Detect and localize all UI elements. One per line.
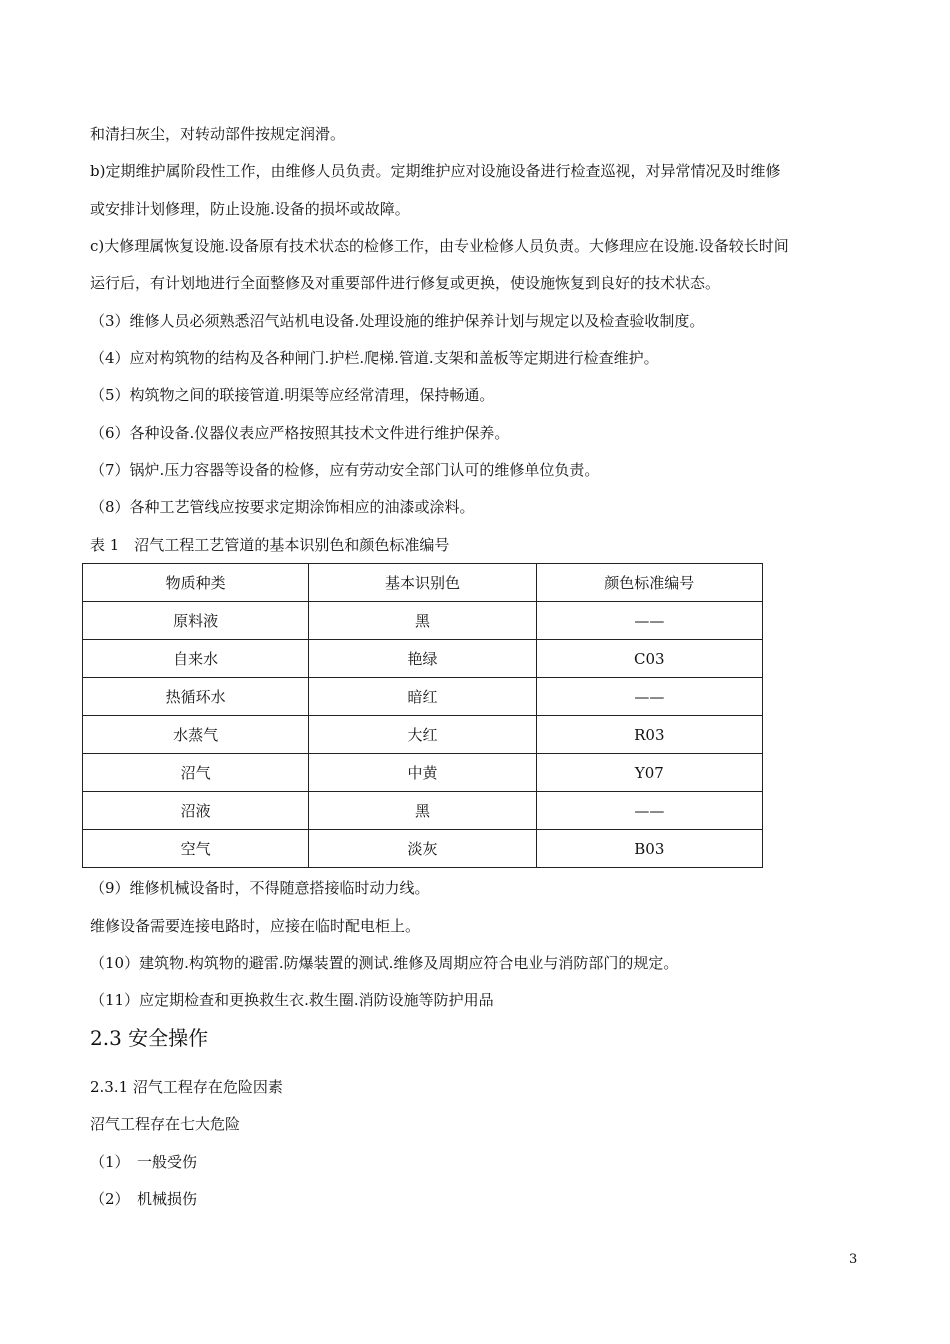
table-row — [83, 754, 763, 792]
table-row — [83, 792, 763, 830]
body-line: 沼气工程存在七大危险 — [90, 1115, 241, 1133]
table-row — [83, 640, 763, 678]
table-header-cell: 颜色标准编号 — [536, 564, 762, 602]
table-cell: Y07 — [536, 754, 762, 792]
table-cell: 暗红 — [309, 678, 536, 716]
table-cell: 大红 — [309, 716, 536, 754]
list-item: （6）各种设备.仪器仪表应严格按照其技术文件进行维护保养。 — [90, 424, 510, 442]
table-caption: 表 1 沼气工程工艺管道的基本识别色和颜色标准编号 — [90, 536, 450, 554]
list-item: （10）建筑物.构筑物的避雷.防爆装置的测试.维修及周期应符合电业与消防部门的规定。 — [90, 954, 679, 972]
list-item: （9）维修机械设备时，不得随意搭接临时动力线。 — [90, 879, 430, 897]
table-cell: 黑 — [309, 602, 536, 640]
table-cell: 黑 — [309, 792, 536, 830]
body-line: 或安排计划修理，防止设施.设备的损坏或故障。 — [90, 200, 410, 218]
table-cell: 艳绿 — [309, 640, 536, 678]
list-item: （3）维修人员必须熟悉沼气站机电设备.处理设施的维护保养计划与规定以及检查验收制度。 — [90, 312, 705, 330]
table-row — [83, 830, 763, 868]
table-header-row — [83, 564, 763, 602]
body-line: c)大修理属恢复设施.设备原有技术状态的检修工作，由专业检修人员负责。大修理应在设施.设备较长时间 — [90, 237, 789, 255]
table-header-cell: 物质种类 — [83, 564, 309, 602]
pipe-color-table — [82, 563, 763, 868]
list-item: （11）应定期检查和更换救生衣.救生圈.消防设施等防护用品 — [90, 991, 494, 1009]
table-row — [83, 602, 763, 640]
table-row — [83, 716, 763, 754]
body-line: 维修设备需要连接电路时，应接在临时配电柜上。 — [90, 917, 421, 935]
list-item: （5）构筑物之间的联接管道.明渠等应经常清理，保持畅通。 — [90, 386, 495, 404]
body-line: b)定期维护属阶段性工作，由维修人员负责。定期维护应对设施设备进行检查巡视，对异常情况及时维修 — [90, 162, 781, 180]
body-line: 和清扫灰尘，对转动部件按规定润滑。 — [90, 125, 346, 143]
table-cell: B03 — [536, 830, 762, 868]
table-row — [83, 678, 763, 716]
list-item: （8）各种工艺管线应按要求定期涂饰相应的油漆或涂料。 — [90, 498, 475, 516]
table-cell: 空气 — [83, 830, 309, 868]
table-cell: 水蒸气 — [83, 716, 309, 754]
list-item: （4）应对构筑物的结构及各种闸门.护栏.爬梯.管道.支架和盖板等定期进行检查维护。 — [90, 349, 659, 367]
list-item: （7）锅炉.压力容器等设备的检修，应有劳动安全部门认可的维修单位负责。 — [90, 461, 600, 479]
table-cell: C03 — [536, 640, 762, 678]
table-cell: —— — [536, 792, 762, 830]
section-heading: 2.3 安全操作 — [90, 1026, 209, 1050]
table-cell: 淡灰 — [309, 830, 536, 868]
table-cell: 原料液 — [83, 602, 309, 640]
table-cell: —— — [536, 678, 762, 716]
table-cell: R03 — [536, 716, 762, 754]
table-cell: 热循环水 — [83, 678, 309, 716]
table-cell: 沼气 — [83, 754, 309, 792]
page-number: 3 — [849, 1252, 858, 1267]
list-item: （1） 一般受伤 — [90, 1153, 198, 1171]
table-cell: 中黄 — [309, 754, 536, 792]
table-cell: 沼液 — [83, 792, 309, 830]
table-cell: —— — [536, 602, 762, 640]
body-line: 运行后，有计划地进行全面整修及对重要部件进行修复或更换，使设施恢复到良好的技术状态。 — [90, 274, 721, 292]
table-header-cell: 基本识别色 — [309, 564, 536, 602]
table-cell: 自来水 — [83, 640, 309, 678]
list-item: （2） 机械损伤 — [90, 1190, 198, 1208]
subsection-heading: 2.3.1 沼气工程存在危险因素 — [90, 1078, 283, 1096]
